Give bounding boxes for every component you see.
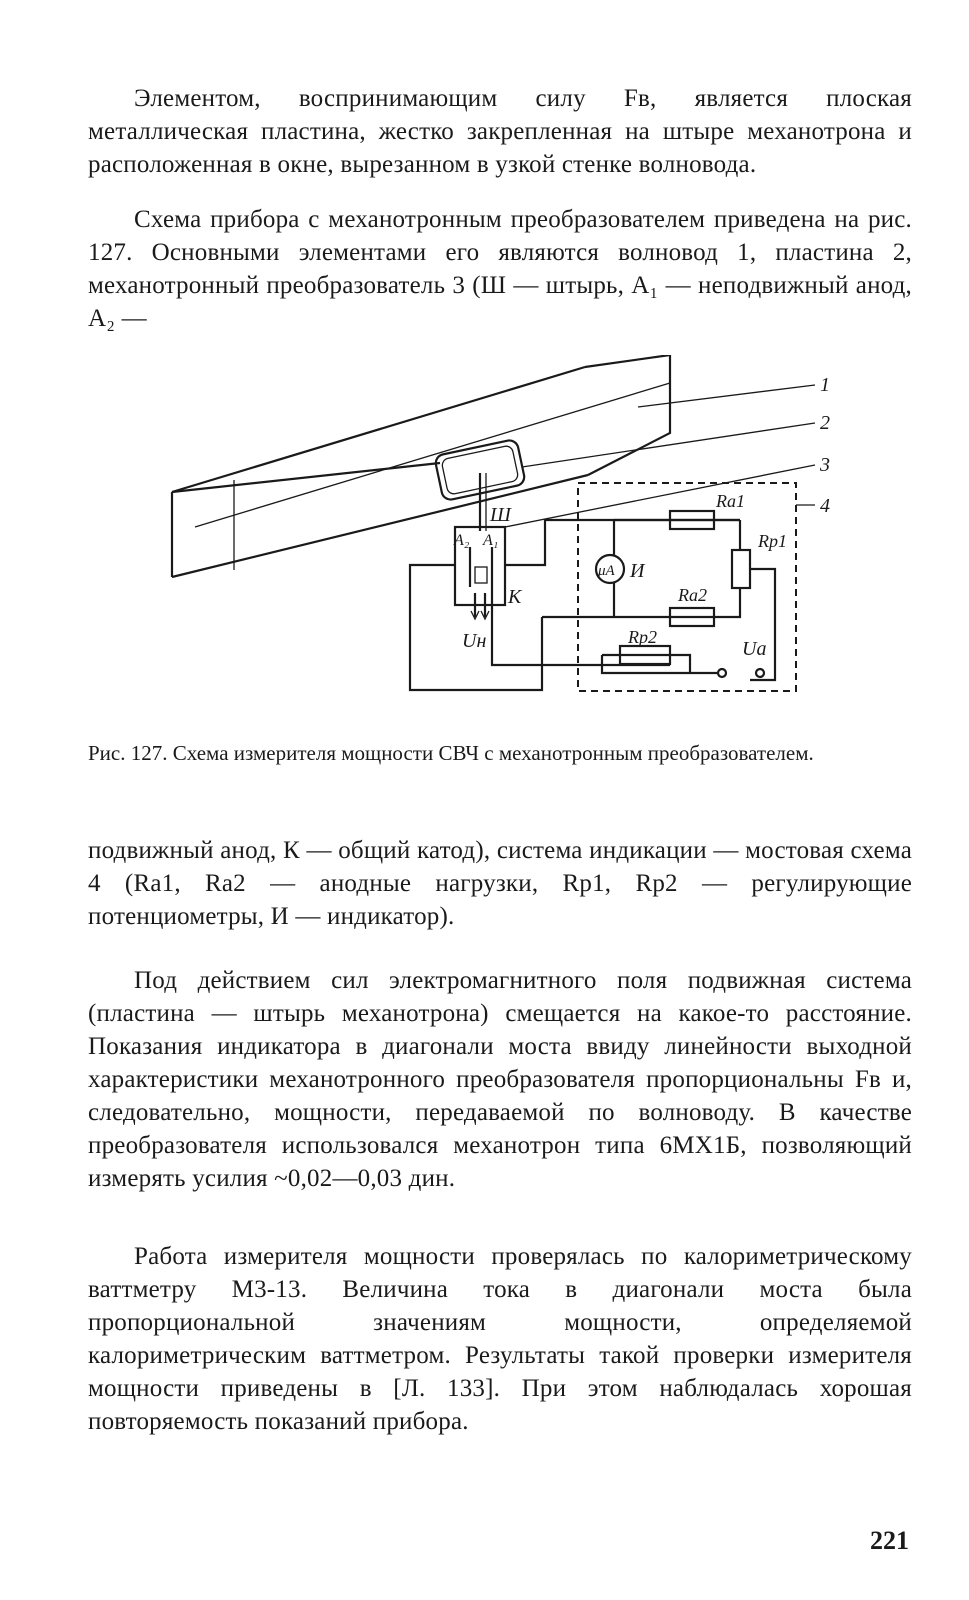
paragraph-1: Элементом, воспринимающим силу Fв, является плоская металлическая пластина, жестко закрепленная на штыре механотрона и расположенная в окне, вырезанном в узкой стенке волновода. [88,85,912,178]
label-k: К [508,586,522,608]
label-mu: μA [598,563,615,579]
label-ua: Ua [742,638,767,660]
label-3: 3 [820,454,830,476]
figure-127-diagram [150,355,870,715]
label-ra2: Ra2 [678,585,707,605]
paragraph-4: Под действием сил электромагнитного поля подвижная система (пластина — штырь механотрона) смещается на какое-то расстояние. Показания индикатора в диагонали моста ввиду линейности выходной характеристики механотронного преобразователя пропорциональны Fв и, следовательно, мощности, передаваемой по волноводу. В качестве преобразователя использовался механотрон типа 6МХ1Б, позволяющий измерять усилия ~0,02—0,03 дин. [88,967,912,1192]
paragraph-3: подвижный анод, К — общий катод), система индикации — мостовая схема 4 (Rа1, Rа2 — анодные нагрузки, Rр1, Rр2 — регулирующие потенциометры, И — индикатор). [88,837,912,930]
figure-caption: Рис. 127. Схема измерителя мощности СВЧ с механотронным преобразователем. [88,741,814,765]
resistor-rp1 [732,550,750,588]
page-number: 221 [870,1526,909,1555]
bridge-circuit [542,511,775,680]
label-rp2: Rp2 [628,627,657,647]
label-rp1: Rp1 [758,531,787,551]
label-ra1: Ra1 [716,491,745,511]
label-4: 4 [820,495,830,517]
label-1: 1 [820,374,830,396]
paragraph-2: Схема прибора с механотронным преобразователем приведена на рис. 127. Основными элементами его являются волновод 1, пластина 2, механотронный преобразователь 3 (Ш — штырь, A₁ — неподвижный анод, A₂ — [88,206,912,332]
label-i: И [630,560,645,582]
label-sh: Ш [490,504,511,526]
paragraph-5: Работа измерителя мощности проверялась по калориметрическому ваттметру М3-13. Величина тока в диагонали моста была пропорциональной значениям мощности, определяемой калориметрическим ваттметром. Результаты такой проверки измерителя мощности приведены в [Л. 133]. При этом наблюдалась хорошая повторяемость показаний прибора. [88,1243,912,1435]
label-a2: A₂ [454,532,470,549]
label-a1: A₁ [483,532,499,549]
waveguide [172,355,670,577]
label-2: 2 [820,412,830,434]
label-un: Uн [462,630,487,652]
